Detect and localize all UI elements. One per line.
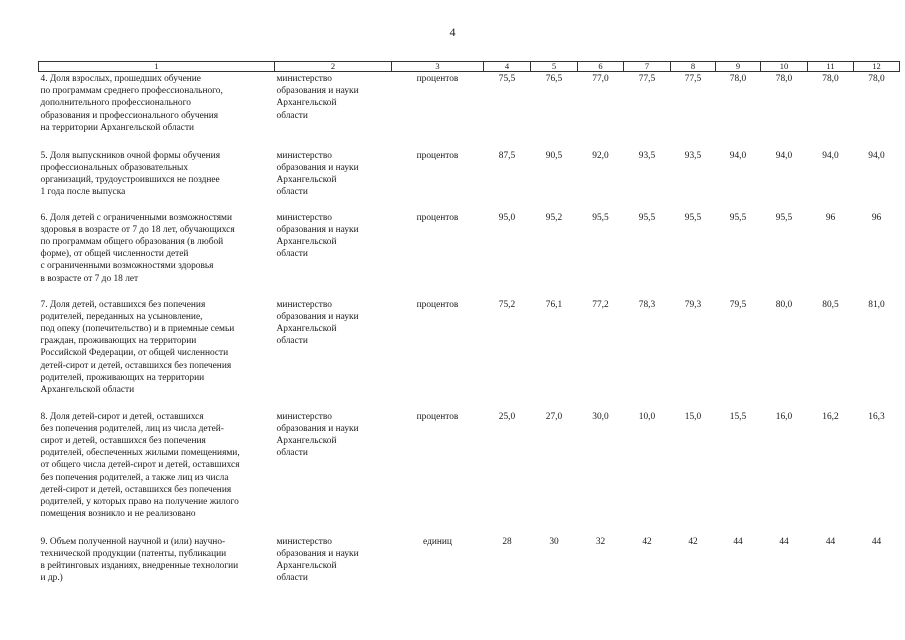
responsible-line: образования и науки: [276, 423, 359, 434]
column-number: 12: [854, 62, 900, 72]
value-cell: 44: [871, 536, 882, 547]
responsible-line: области: [276, 573, 308, 584]
responsible-line: образования и науки: [276, 548, 359, 559]
value-cell: 90,5: [545, 150, 563, 161]
responsible-line: области: [276, 448, 308, 459]
value-cell: 78,0: [729, 74, 747, 84]
table-row: [39, 410, 900, 535]
column-number: 3: [392, 62, 484, 72]
value-cell: 10,0: [638, 411, 656, 422]
value-cell: 95,5: [775, 212, 793, 223]
responsible-line: Архангельской: [276, 236, 337, 247]
value-cell: 25,0: [498, 411, 516, 422]
indicator-line: 1 года после выпуска: [40, 187, 126, 198]
column-number: 1: [39, 62, 275, 72]
responsible-line: министерство: [276, 411, 332, 422]
value-cell: 16,2: [822, 411, 839, 422]
indicator-line: от общего числа детей-сирот и детей, оставшихся: [40, 460, 240, 471]
responsible-line: области: [276, 249, 308, 260]
table-row: [39, 211, 900, 298]
value-cell: 79,3: [684, 299, 702, 310]
responsible-line: образования и науки: [276, 86, 359, 97]
value-cell: 77,5: [638, 74, 656, 84]
responsible-line: Архангельской: [276, 98, 337, 109]
value-cell: 77,5: [684, 74, 702, 84]
column-number: 11: [808, 62, 854, 72]
responsible-line: министерство: [276, 212, 332, 223]
value-cell: 75,5: [498, 74, 516, 84]
column-number-row: [39, 62, 900, 72]
value-cell: 32: [595, 536, 606, 547]
value-cell: 79,5: [729, 299, 747, 310]
value-cell: 94,0: [822, 150, 839, 161]
responsible-cell: [275, 149, 392, 211]
responsible-line: министерство: [276, 536, 332, 547]
indicator-line: 8. Доля детей-сирот и детей, оставшихся: [40, 411, 204, 422]
value-cell: 44: [825, 536, 836, 547]
column-number: 7: [624, 62, 671, 72]
value-cell: 80,0: [775, 299, 793, 310]
unit-cell: процентов: [416, 411, 459, 422]
indicator-line: 7. Доля детей, оставшихся без попечения: [40, 299, 206, 310]
value-cell: 78,0: [775, 74, 793, 84]
unit-cell: процентов: [416, 299, 459, 310]
responsible-line: области: [276, 110, 308, 121]
indicator-line: здоровья в возрасте от 7 до 18 лет, обучающихся: [40, 224, 235, 235]
value-cell: 95,5: [729, 212, 747, 223]
value-cell: 27,0: [545, 411, 563, 422]
value-cell: 95,5: [638, 212, 656, 223]
value-cell: 75,2: [498, 299, 516, 310]
indicator-line: в рейтинговых изданиях, внедренные технологии: [40, 560, 239, 571]
indicator-line: на территории Архангельской области: [40, 122, 195, 133]
value-cell: 95,0: [498, 212, 516, 223]
indicator-line: родителей, обеспеченных жилыми помещениями,: [40, 448, 240, 459]
indicator-cell: [39, 149, 275, 211]
indicator-line: без попечения родителей, лиц из числа детей-: [40, 423, 224, 434]
indicator-cell: [39, 410, 275, 535]
value-cell: 16,3: [868, 411, 885, 422]
page-number: 4: [449, 25, 456, 39]
column-number: 8: [671, 62, 716, 72]
indicator-line: сирот и детей, оставшихся без попечения: [40, 435, 206, 446]
indicator-line: детей-сирот и детей, оставшихся без попечения: [40, 360, 232, 371]
responsible-line: министерство: [276, 299, 332, 310]
value-cell: 95,2: [545, 212, 563, 223]
responsible-line: образования и науки: [276, 311, 359, 322]
indicator-line: и др.): [40, 573, 63, 584]
table-row: [39, 149, 900, 211]
value-cell: 30: [549, 536, 559, 547]
responsible-line: области: [276, 187, 308, 198]
indicator-line: организаций, трудоустроившихся не позднее: [40, 174, 220, 185]
value-cell: 94,0: [729, 150, 747, 161]
indicator-line: 4. Доля взрослых, прошедших обучение: [40, 74, 201, 84]
responsible-line: министерство: [276, 74, 332, 84]
indicator-line: граждан, проживающих на территории: [40, 336, 197, 347]
responsible-line: образования и науки: [276, 224, 359, 235]
indicator-cell: [39, 72, 275, 149]
indicator-cell: [39, 211, 275, 298]
value-cell: 80,5: [822, 299, 839, 310]
indicator-line: без попечения родителей, а также лиц из числа: [40, 472, 229, 483]
indicator-line: Российской Федерации, от общей численности: [40, 348, 229, 359]
value-cell: 76,5: [545, 74, 563, 84]
value-cell: 92,0: [592, 150, 609, 161]
value-cell: 44: [733, 536, 743, 547]
indicator-cell: [39, 298, 275, 410]
responsible-cell: [275, 72, 392, 149]
value-cell: 87,5: [498, 150, 516, 161]
indicator-line: по программам среднего профессионального,: [40, 86, 223, 97]
indicator-line: детей-сирот и детей, оставшихся без попечения: [40, 484, 232, 495]
column-number: 6: [578, 62, 624, 72]
indicators-table: [38, 61, 900, 595]
column-number: 2: [275, 62, 392, 72]
responsible-line: Архангельской: [276, 435, 337, 446]
responsible-line: Архангельской: [276, 323, 337, 334]
column-number: 10: [761, 62, 808, 72]
indicator-line: профессиональных образовательных: [40, 162, 189, 173]
responsible-cell: [275, 211, 392, 298]
value-cell: 15,5: [729, 411, 747, 422]
responsible-cell: [275, 410, 392, 535]
value-cell: 95,5: [592, 212, 609, 223]
value-cell: 30,0: [592, 411, 609, 422]
responsible-line: Архангельской: [276, 174, 337, 185]
unit-cell: процентов: [416, 150, 459, 161]
table-row: [39, 72, 900, 149]
indicator-line: под опеку (попечительство) и в приемные семьи: [40, 323, 235, 334]
value-cell: 94,0: [868, 150, 885, 161]
indicator-line: 5. Доля выпускников очной формы обучения: [40, 150, 221, 161]
column-number: 9: [716, 62, 761, 72]
column-number: 5: [531, 62, 578, 72]
indicator-line: 9. Объем полученной научной и (или) научно-: [40, 536, 226, 547]
unit-cell: процентов: [416, 74, 459, 84]
indicator-line: в возрасте от 7 до 18 лет: [40, 273, 139, 284]
value-cell: 96: [825, 212, 836, 223]
indicator-line: 6. Доля детей с ограниченными возможностями: [40, 212, 232, 223]
responsible-line: образования и науки: [276, 162, 359, 173]
value-cell: 95,5: [684, 212, 702, 223]
responsible-cell: [275, 298, 392, 410]
indicator-cell: [39, 535, 275, 595]
value-cell: 44: [779, 536, 789, 547]
table-row: [39, 535, 900, 595]
indicator-line: помещения возникло и не реализовано: [40, 509, 196, 520]
indicator-line: с ограниченными возможностями здоровья: [40, 261, 214, 272]
indicator-line: образования и профессионального обучения: [40, 110, 219, 121]
value-cell: 77,0: [592, 74, 609, 84]
unit-cell: процентов: [416, 212, 459, 223]
indicator-line: Архангельской области: [40, 384, 135, 395]
value-cell: 78,3: [638, 299, 656, 310]
value-cell: 78,0: [822, 74, 839, 84]
value-cell: 94,0: [775, 150, 793, 161]
indicator-line: по программам общего образования (в любой: [40, 236, 224, 247]
table-row: [39, 298, 900, 410]
value-cell: 81,0: [868, 299, 885, 310]
indicator-line: дополнительного профессионального: [40, 98, 191, 109]
responsible-line: Архангельской: [276, 560, 337, 571]
column-number: 4: [484, 62, 531, 72]
value-cell: 96: [871, 212, 882, 223]
responsible-line: министерство: [276, 150, 332, 161]
value-cell: 42: [688, 536, 698, 547]
responsible-line: области: [276, 336, 308, 347]
value-cell: 15,0: [684, 411, 702, 422]
indicator-line: технической продукции (патенты, публикации: [40, 548, 227, 559]
unit-cell: единиц: [423, 536, 452, 547]
value-cell: 28: [502, 536, 512, 547]
value-cell: 42: [642, 536, 652, 547]
value-cell: 93,5: [638, 150, 656, 161]
value-cell: 16,0: [775, 411, 793, 422]
value-cell: 76,1: [545, 299, 563, 310]
value-cell: 93,5: [684, 150, 702, 161]
indicator-line: родителей, у которых право на получение жилого: [40, 496, 239, 507]
value-cell: 78,0: [868, 74, 885, 84]
indicator-line: родителей, переданных на усыновление,: [40, 311, 203, 322]
indicator-line: родителей, проживающих на территории: [40, 372, 205, 383]
value-cell: 77,2: [592, 299, 609, 310]
responsible-cell: [275, 535, 392, 595]
indicator-line: форме), от общей численности детей: [40, 249, 189, 260]
